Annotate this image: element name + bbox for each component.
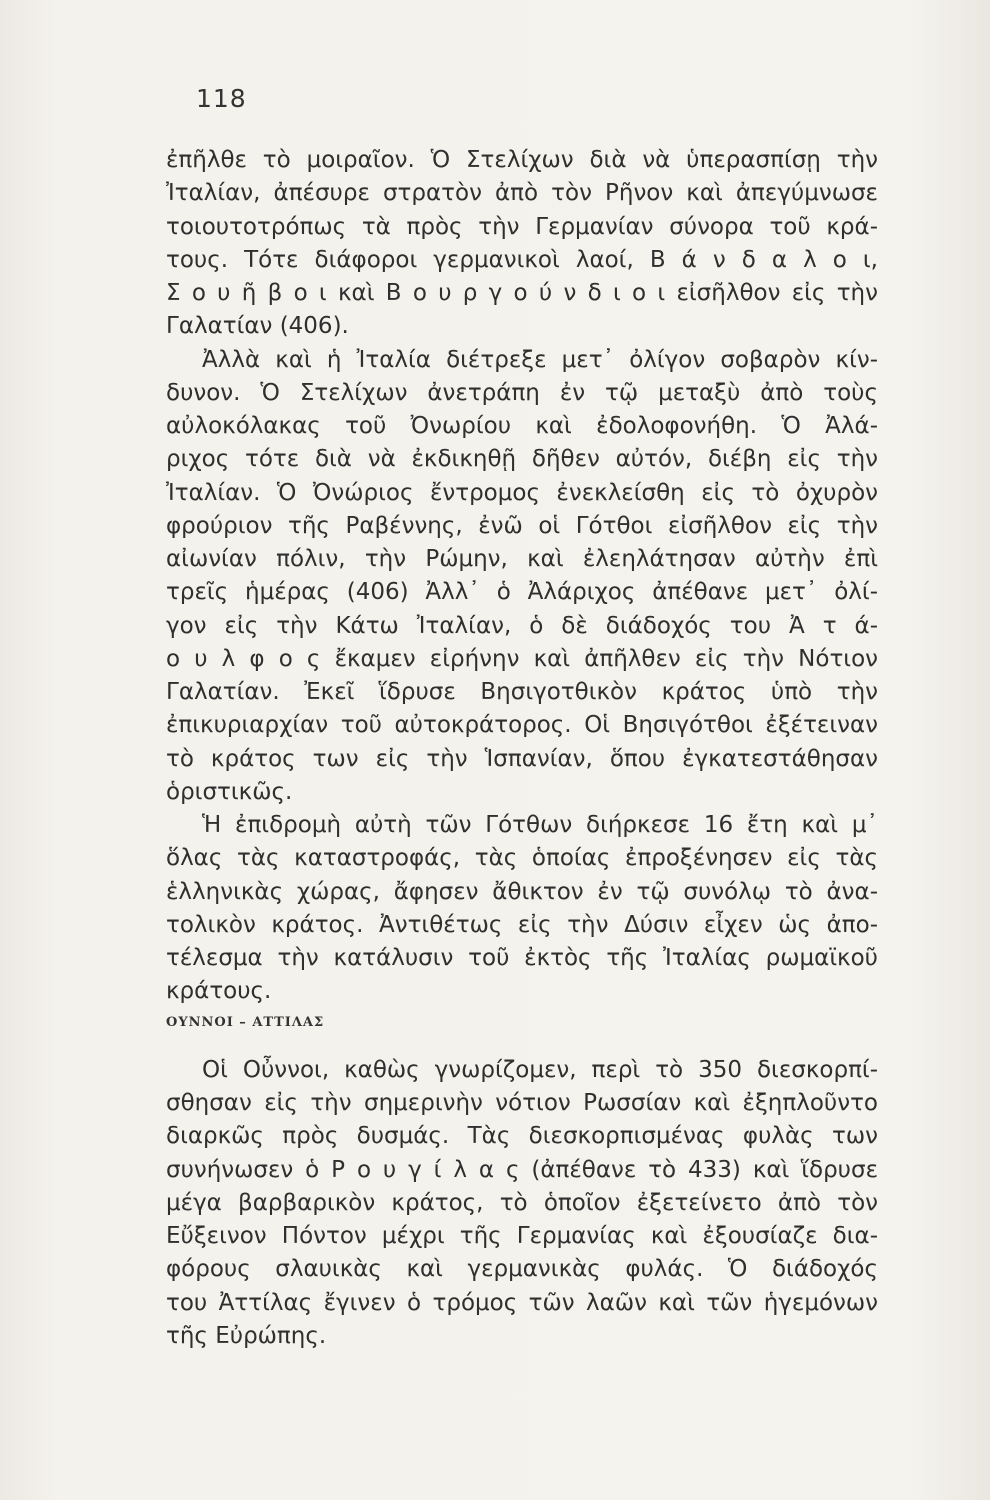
text-line: ἐπῆλθε τὸ μοιραῖον. Ὁ Στελίχων διὰ νὰ ὑπερασπίσῃ τὴν xyxy=(166,147,878,173)
text-line: τῆς Εὐρώπης. xyxy=(166,1323,327,1349)
text-line: φόρους σλαυικὰς καὶ γερμανικὰς φυλάς. Ὁ διάδοχός xyxy=(166,1256,878,1282)
text-line: συνήνωσεν ὁ Ρ ο υ γ ί λ α ς (ἀπέθανε τὸ 433) καὶ ἵδρυσε xyxy=(166,1157,878,1183)
text-line: Ἰταλίαν, ἀπέσυρε στρατὸν ἀπὸ τὸν Ρῆνον καὶ ἀπεγύμνωσε xyxy=(166,180,878,206)
text-line: δυνον. Ὁ Στελίχων ἀνετράπη ἐν τῷ μεταξὺ ἀπὸ τοὺς xyxy=(166,380,878,406)
text-line: ἐπικυριαρχίαν τοῦ αὐτοκράτορος. Οἱ Βησιγότθοι ἐξέτειναν xyxy=(166,712,878,738)
text-line: κράτους. xyxy=(166,978,272,1004)
text-line: του Ἀττίλας ἔγινεν ὁ τρόμος τῶν λαῶν καὶ τῶν ἡγεμόνων xyxy=(166,1290,878,1316)
text-line: Ἰταλίαν. Ὁ Ὀνώριος ἔντρομος ἐνεκλείσθη εἰς τὸ ὀχυρὸν xyxy=(166,480,878,506)
text-line: Ἀλλὰ καὶ ἡ Ἰταλία διέτρεξε μετ᾽ ὀλίγον σοβαρὸν κίν- xyxy=(202,347,878,373)
text-line: αἰωνίαν πόλιν, τὴν Ρώμην, καὶ ἐλεηλάτησαν αὐτὴν ἐπὶ xyxy=(166,546,878,572)
text-line: τοιουτοτρόπως τὰ πρὸς τὴν Γερμανίαν σύνορα τοῦ κρά- xyxy=(166,214,878,240)
text-line: τολικὸν κράτος. Ἀντιθέτως εἰς τὴν Δύσιν εἶχεν ὡς ἀπο- xyxy=(166,912,878,938)
text-line: μέγα βαρβαρικὸν κράτος, τὸ ὁποῖον ἐξετείνετο ἀπὸ τὸν xyxy=(166,1190,878,1216)
text-line: τέλεσμα τὴν κατάλυσιν τοῦ ἐκτὸς τῆς Ἰταλίας ρωμαϊκοῦ xyxy=(166,945,878,971)
text-line: γον εἰς τὴν Κάτω Ἰταλίαν, ὁ δὲ διάδοχός του Ἀ τ ά- xyxy=(166,613,878,639)
text-line: αὐλοκόλακας τοῦ Ὀνωρίου καὶ ἐδολοφονήθη. Ὁ Ἀλά- xyxy=(166,413,878,439)
text-line: Ἡ ἐπιδρομὴ αὐτὴ τῶν Γότθων διήρκεσε 16 ἔτη καὶ μ᾽ xyxy=(202,812,878,838)
text-line: ο υ λ φ ο ς ἔκαμεν εἰρήνην καὶ ἀπῆλθεν εἰς τὴν Νότιον xyxy=(166,646,878,672)
text-line: σθησαν εἰς τὴν σημερινὴν νότιον Ρωσσίαν καὶ ἐξηπλοῦντο xyxy=(166,1090,878,1116)
text-line: ἑλληνικὰς χώρας, ἄφησεν ἄθικτον ἐν τῷ συνόλῳ τὸ ἀνα- xyxy=(166,879,878,905)
page-number: 118 xyxy=(196,84,247,113)
text-line: φρούριον τῆς Ραβέννης, ἐνῶ οἱ Γότθοι εἰσῆλθον εἰς τὴν xyxy=(166,513,878,539)
section-heading: ΟΥΝΝΟΙ – ΑΤΤΙΛΑΣ xyxy=(166,1015,325,1030)
text-line: Γαλατίαν. Ἐκεῖ ἵδρυσε Βησιγοτθικὸν κράτος ὑπὸ τὴν xyxy=(166,679,878,705)
text-line: ριχος τότε διὰ νὰ ἐκδικηθῇ δῆθεν αὐτόν, διέβη εἰς τὴν xyxy=(166,446,878,472)
text-line: ὅλας τὰς καταστροφάς, τὰς ὁποίας ἐπροξένησεν εἰς τὰς xyxy=(166,845,878,871)
text-line: Εὔξεινον Πόντον μέχρι τῆς Γερμανίας καὶ ἐξουσίαζε δια- xyxy=(166,1223,878,1249)
text-line: τους. Τότε διάφοροι γερμανικοὶ λαοί, Β ά ν δ α λ ο ι, xyxy=(166,247,878,273)
text-line: τὸ κράτος των εἰς τὴν Ἱσπανίαν, ὅπου ἐγκατεστάθησαν xyxy=(166,746,878,772)
text-line: τρεῖς ἡμέρας (406) Ἀλλ᾽ ὁ Ἀλάριχος ἀπέθανε μετ᾽ ὀλί- xyxy=(166,579,878,605)
text-line: διαρκῶς πρὸς δυσμάς. Τὰς διεσκορπισμένας φυλὰς των xyxy=(166,1123,878,1149)
text-line: ὁριστικῶς. xyxy=(166,779,293,805)
text-line: Γαλατίαν (406). xyxy=(166,313,349,339)
text-line: Σ ο υ ῆ β ο ι καὶ Β ο υ ρ γ ο ύ ν δ ι ο ι εἰσῆλθον εἰς τὴν xyxy=(166,280,878,306)
text-line: Οἱ Οὖννοι, καθὼς γνωρίζομεν, περὶ τὸ 350 διεσκορπί- xyxy=(202,1057,878,1083)
